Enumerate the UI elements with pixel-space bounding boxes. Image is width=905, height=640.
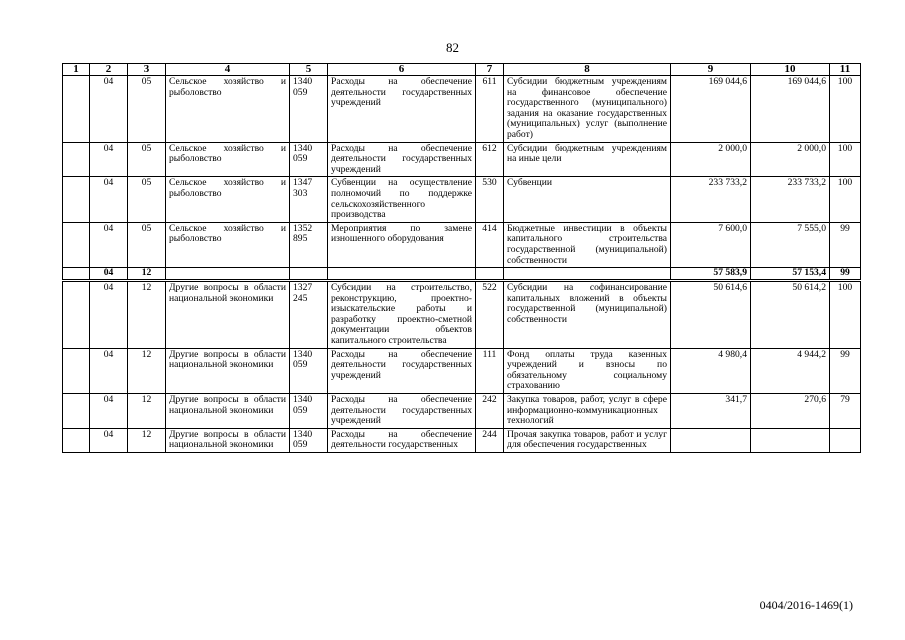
- cell-section: 04: [90, 142, 128, 177]
- cell-expense-type-code: 111: [476, 348, 504, 393]
- cell-expense-type-name: Субсидии на софинансирование капитальных вложений в объекты государственной (муниципальной) собственности: [504, 281, 671, 349]
- cell-target-code: [290, 268, 328, 281]
- cell-expense-type-code: 244: [476, 428, 504, 452]
- cell-planned: 233 733,2: [671, 177, 751, 222]
- cell-subsection-name: Сельское хозяйство и рыболовство: [166, 177, 290, 222]
- cell-percent: 100: [830, 142, 861, 177]
- cell-executed: 7 555,0: [751, 222, 830, 267]
- cell-executed: 270,6: [751, 394, 830, 429]
- col-header: 8: [504, 64, 671, 76]
- cell-col1: [63, 348, 90, 393]
- budget-table: [62, 63, 861, 453]
- cell-percent: 100: [830, 281, 861, 349]
- cell-percent: 99: [830, 222, 861, 267]
- document-code: 0404/2016-1469(1): [759, 598, 853, 612]
- cell-subsection-name: Сельское хозяйство и рыболовство: [166, 142, 290, 177]
- cell-target-code: 1327 245: [290, 281, 328, 349]
- table-row: [63, 281, 861, 349]
- cell-planned: 57 583,9: [671, 268, 751, 281]
- cell-planned: [671, 428, 751, 452]
- cell-percent: [830, 428, 861, 452]
- col-header: 1: [63, 64, 90, 76]
- cell-executed: 4 944,2: [751, 348, 830, 393]
- cell-expense-type-name: Субсидии бюджетным учреждениям на иные цели: [504, 142, 671, 177]
- cell-target-name: Расходы на обеспечение деятельности государственных учреждений: [328, 348, 476, 393]
- col-header: 9: [671, 64, 751, 76]
- cell-col1: [63, 142, 90, 177]
- cell-target-code: 1340 059: [290, 394, 328, 429]
- cell-expense-type-code: 242: [476, 394, 504, 429]
- cell-expense-type-name: Фонд оплаты труда казенных учреждений и взносы по обязательному социальному страхованию: [504, 348, 671, 393]
- cell-executed: [751, 428, 830, 452]
- col-header: 6: [328, 64, 476, 76]
- cell-section: 04: [90, 428, 128, 452]
- cell-subsection: 12: [128, 348, 166, 393]
- cell-executed: 169 044,6: [751, 76, 830, 143]
- cell-section: 04: [90, 281, 128, 349]
- col-header: 11: [830, 64, 861, 76]
- header-row: [63, 64, 861, 76]
- cell-section: 04: [90, 394, 128, 429]
- cell-target-name: Субвенции на осуществление полномочий по поддержке сельскохозяйственного производства: [328, 177, 476, 222]
- col-header: 10: [751, 64, 830, 76]
- cell-subsection: 12: [128, 428, 166, 452]
- cell-executed: 233 733,2: [751, 177, 830, 222]
- cell-col1: [63, 281, 90, 349]
- col-header: 3: [128, 64, 166, 76]
- cell-target-code: 1340 059: [290, 348, 328, 393]
- cell-expense-type-code: [476, 268, 504, 281]
- cell-executed: 2 000,0: [751, 142, 830, 177]
- cell-planned: 50 614,6: [671, 281, 751, 349]
- cell-expense-type-name: Субсидии бюджетным учреждениям на финансовое обеспечение государственного (муниципального) задания на оказание государственных (муниципальных) услуг (выполнение работ): [504, 76, 671, 143]
- cell-subsection-name: Сельское хозяйство и рыболовство: [166, 76, 290, 143]
- table-row: [63, 222, 861, 267]
- table-row: [63, 428, 861, 452]
- cell-col1: [63, 268, 90, 281]
- cell-subsection-name: Сельское хозяйство и рыболовство: [166, 222, 290, 267]
- col-header: 2: [90, 64, 128, 76]
- cell-expense-type-name: Субвенции: [504, 177, 671, 222]
- cell-col1: [63, 222, 90, 267]
- cell-executed: 50 614,2: [751, 281, 830, 349]
- cell-subsection-name: Другие вопросы в области национальной экономики: [166, 348, 290, 393]
- cell-section: 04: [90, 348, 128, 393]
- cell-percent: 99: [830, 268, 861, 281]
- cell-col1: [63, 76, 90, 143]
- cell-section: 04: [90, 222, 128, 267]
- table-row: [63, 348, 861, 393]
- cell-subsection: 12: [128, 394, 166, 429]
- cell-subsection-name: [166, 268, 290, 281]
- cell-subsection-name: Другие вопросы в области национальной экономики: [166, 281, 290, 349]
- cell-target-name: Расходы на обеспечение деятельности государственных учреждений: [328, 394, 476, 429]
- table-row: [63, 142, 861, 177]
- cell-subsection-name: Другие вопросы в области национальной экономики: [166, 394, 290, 429]
- cell-target-name: Субсидии на строительство, реконструкцию, проектно-изыскательские работы и разработку проектно-сметной документации объектов капитального строительства: [328, 281, 476, 349]
- cell-executed: 57 153,4: [751, 268, 830, 281]
- cell-planned: 7 600,0: [671, 222, 751, 267]
- cell-planned: 4 980,4: [671, 348, 751, 393]
- col-header: 5: [290, 64, 328, 76]
- cell-subsection: 05: [128, 76, 166, 143]
- cell-subsection: 12: [128, 281, 166, 349]
- table-row: [63, 394, 861, 429]
- cell-section: 04: [90, 177, 128, 222]
- cell-subsection-name: Другие вопросы в области национальной экономики: [166, 428, 290, 452]
- col-header: 7: [476, 64, 504, 76]
- cell-subsection: 12: [128, 268, 166, 281]
- cell-percent: 99: [830, 348, 861, 393]
- cell-target-code: 1347 303: [290, 177, 328, 222]
- cell-target-code: 1340 059: [290, 428, 328, 452]
- cell-planned: 2 000,0: [671, 142, 751, 177]
- subtotal-row: [63, 268, 861, 281]
- cell-expense-type-name: [504, 268, 671, 281]
- cell-planned: 341,7: [671, 394, 751, 429]
- cell-expense-type-code: 530: [476, 177, 504, 222]
- col-header: 4: [166, 64, 290, 76]
- cell-target-name: Мероприятия по замене изношенного оборудования: [328, 222, 476, 267]
- cell-expense-type-code: 611: [476, 76, 504, 143]
- cell-target-code: 1340 059: [290, 76, 328, 143]
- cell-percent: 79: [830, 394, 861, 429]
- cell-col1: [63, 428, 90, 452]
- cell-expense-type-code: 522: [476, 281, 504, 349]
- cell-target-name: [328, 268, 476, 281]
- cell-subsection: 05: [128, 222, 166, 267]
- table-row: [63, 177, 861, 222]
- cell-target-name: Расходы на обеспечение деятельности государственных: [328, 428, 476, 452]
- cell-target-code: 1340 059: [290, 142, 328, 177]
- cell-col1: [63, 177, 90, 222]
- cell-percent: 100: [830, 76, 861, 143]
- cell-percent: 100: [830, 177, 861, 222]
- cell-section: 04: [90, 268, 128, 281]
- cell-subsection: 05: [128, 142, 166, 177]
- cell-section: 04: [90, 76, 128, 143]
- cell-planned: 169 044,6: [671, 76, 751, 143]
- cell-expense-type-code: 612: [476, 142, 504, 177]
- cell-expense-type-name: Бюджетные инвестиции в объекты капитального строительства государственной (муниципальной) собственности: [504, 222, 671, 267]
- page-number: 82: [446, 40, 459, 55]
- cell-target-name: Расходы на обеспечение деятельности государственных учреждений: [328, 76, 476, 143]
- cell-target-name: Расходы на обеспечение деятельности государственных учреждений: [328, 142, 476, 177]
- table-row: [63, 76, 861, 143]
- cell-expense-type-name: Закупка товаров, работ, услуг в сфере информационно-коммуникационных технологий: [504, 394, 671, 429]
- cell-col1: [63, 394, 90, 429]
- cell-expense-type-name: Прочая закупка товаров, работ и услуг для обеспечения государственных: [504, 428, 671, 452]
- cell-target-code: 1352 895: [290, 222, 328, 267]
- cell-subsection: 05: [128, 177, 166, 222]
- cell-expense-type-code: 414: [476, 222, 504, 267]
